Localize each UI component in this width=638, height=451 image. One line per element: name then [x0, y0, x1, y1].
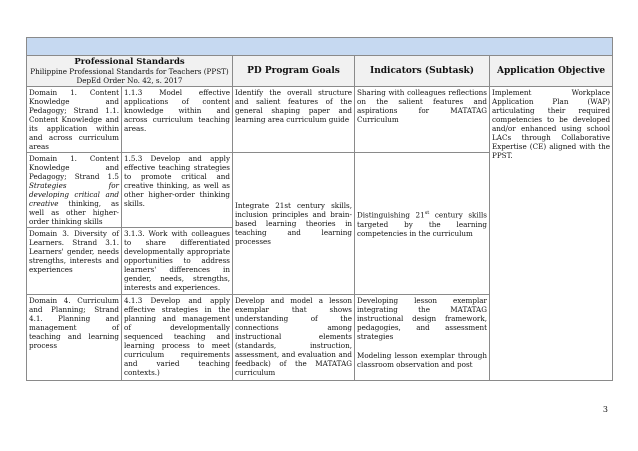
row2-domain-b: Strategies for developing critical and creative: [29, 181, 119, 208]
row1-domain: Domain 1. Content Knowledge and Pedagogy; Strand 1.1. Content Knowledge and its application within and across curriculum areas: [27, 87, 122, 153]
merged-indicator-sup: st: [424, 210, 430, 217]
merged-indicator-b: century skills targeted by the learning competencies in the curriculum: [357, 210, 487, 238]
row3-standard: 3.1.3. Work with colleagues to share differentiated developmentally appropriate opportunities to address learners' differences in gender, needs, strengths, interests and experiences.: [122, 228, 233, 295]
row4-goal: Develop and model a lesson exemplar that shows understanding of the connections among instructional elements (standards, instruction, assessment, and evaluation and feedback) of the MATATAG curriculum: [233, 295, 355, 381]
row4-indicator: [355, 295, 490, 381]
merged-indicator-a: Distinguishing 21: [357, 210, 425, 220]
row2-standard: 1.5.3 Develop and apply effective teaching strategies to promote critical and creative thinking, as well as other higher-order thinking skills.: [122, 153, 233, 228]
top-band-cell: [27, 38, 613, 56]
header-indicators: Indicators (Subtask): [355, 56, 490, 87]
row4-indicator-b: Modeling lesson exemplar through classroom observation and post: [357, 351, 487, 369]
row2-domain-a: Domain 1. Content Knowledge and Pedagogy; Strand 1.5: [29, 154, 119, 181]
page-number: 3: [602, 405, 608, 414]
merged-goal: Integrate 21st century skills, inclusion principles and brain-based learning theories in teaching and learning processes: [233, 153, 355, 295]
row1-indicator: Sharing with colleagues reflections on the salient features and aspirations for MATATAG Curriculum: [355, 87, 490, 153]
table-row: [27, 87, 613, 153]
header-application-objective: Application Objective: [490, 56, 613, 87]
row2-domain-c: thinking, as well as other higher-order thinking skills: [29, 199, 119, 226]
row4-domain: Domain 4. Curriculum and Planning; Strand 4.1. Planning and management of teaching and learning process: [27, 295, 122, 381]
table-top-band: [27, 38, 613, 56]
row4-indicator-a: Developing lesson exemplar integrating the MATATAG instructional design framework, pedagogies, and assessment strategies: [357, 296, 487, 341]
row2-domain: [27, 153, 122, 228]
header-col1-title: Professional Standards: [74, 57, 185, 67]
header-col1-sub1: Philippine Professional Standards for Teachers (PPST): [30, 67, 229, 76]
header-col1-sub2: DepEd Order No. 42, s. 2017: [76, 76, 183, 85]
merged-indicator: [355, 153, 490, 295]
row1-standard: 1.1.3 Model effective applications of content knowledge within and across curriculum teaching areas.: [122, 87, 233, 153]
row4-standard: 4.1.3 Develop and apply effective strategies in the planning and management of developmentally sequenced teaching and learning process to meet curriculum requirements and varied teaching contexts.): [122, 295, 233, 381]
row3-domain: Domain 3. Diversity of Learners. Strand 3.1. Learners' gender, needs strengths, interests and experiences: [27, 228, 122, 295]
header-pd-program-goals: PD Program Goals: [233, 56, 355, 87]
application-objective-cell: Implement Workplace Application Plan (WAP) articulating their required competencies to be developed and/or enhanced using school LACs through Collaborative Expertise (CE) aligned with the PPST.: [490, 87, 613, 381]
header-professional-standards: [27, 56, 233, 87]
row1-goal: Identify the overall structure and salient features of the general shaping paper and learning area curriculum guide: [233, 87, 355, 153]
header-row: [27, 56, 613, 87]
pd-plan-table: [26, 37, 613, 381]
